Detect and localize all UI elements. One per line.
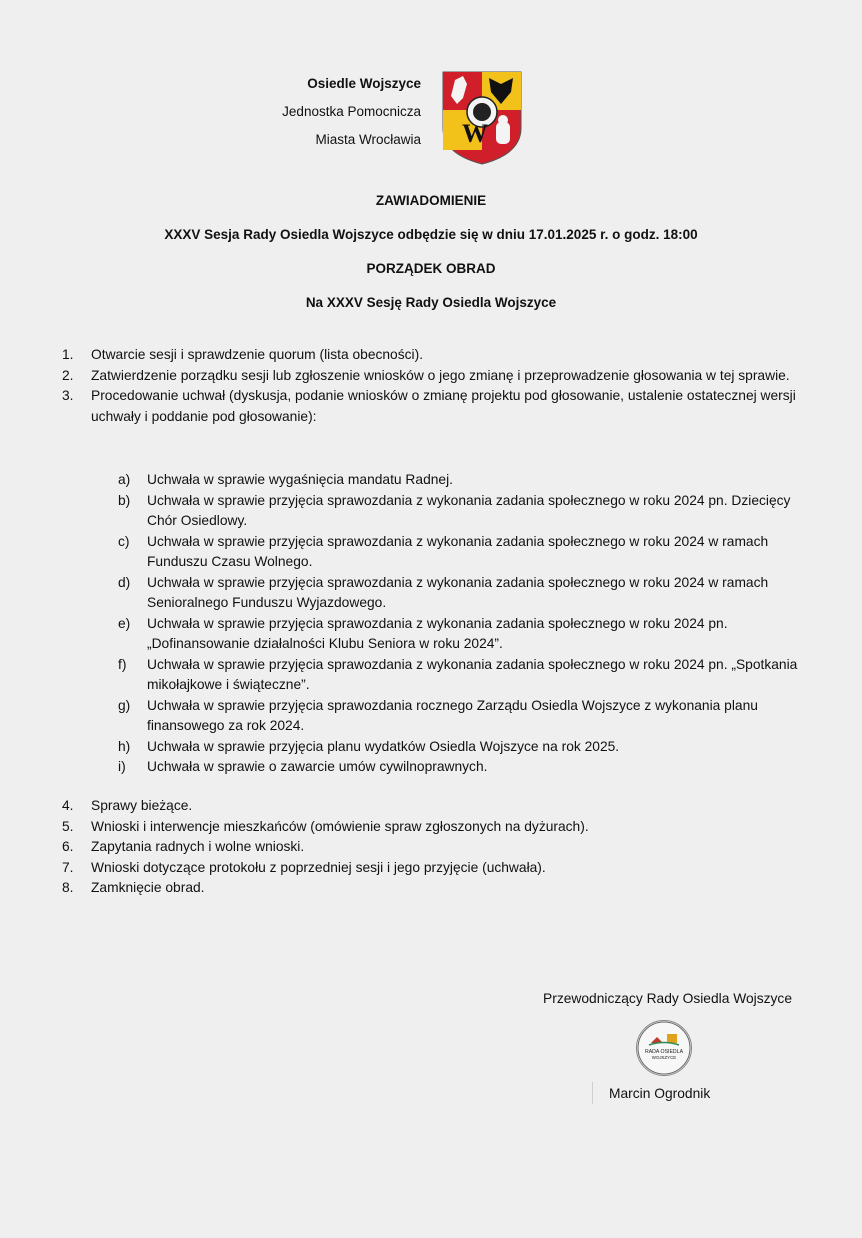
- item-text: Wnioski dotyczące protokołu z poprzedniej sesji i jego przyjęcie (uchwała).: [91, 859, 546, 875]
- item-number: 6.: [62, 839, 74, 854]
- list-item: [118, 614, 808, 655]
- list-item: [62, 386, 802, 427]
- item-text: Wnioski i interwencje mieszkańców (omówienie spraw zgłoszonych na dyżurach).: [91, 818, 589, 834]
- list-item: [118, 655, 808, 696]
- agenda-subtitle: Na XXXV Sesję Rady Osiedla Wojszyce: [305, 295, 557, 310]
- signature-title: Przewodniczący Rady Osiedla Wojszyce: [543, 991, 792, 1006]
- list-item: [118, 532, 808, 573]
- item-text: Procedowanie uchwał (dyskusja, podanie wniosków o zmianę projektu pod głosowanie, ustalenie ostatecznej wersji uchwały i poddanie pod głosowanie):: [91, 388, 796, 424]
- item-letter: a): [118, 472, 131, 487]
- list-item: [118, 470, 808, 491]
- title-block: [0, 190, 862, 326]
- item-number: 8.: [62, 880, 74, 895]
- item-letter: c): [118, 533, 130, 549]
- item-number: 2.: [62, 367, 74, 383]
- item-number: 5.: [62, 818, 74, 834]
- signer-name: Marcin Ogrodnik: [609, 1086, 711, 1101]
- item-text: Uchwała w sprawie o zawarcie umów cywilnoprawnych.: [147, 759, 488, 774]
- org-line-3: Miasta Wrocławia: [315, 132, 421, 147]
- resolutions-list: [118, 470, 808, 778]
- item-text: Uchwała w sprawie przyjęcia sprawozdania z wykonania zadania społecznego w roku 2024 w ramach Senioralnego Funduszu Wyjazdowego.: [147, 574, 769, 610]
- item-text: Zamknięcie obrad.: [91, 880, 205, 895]
- org-line-2: Jednostka Pomocnicza: [282, 104, 421, 119]
- agenda-list-part-1: [62, 345, 802, 427]
- item-letter: f): [118, 656, 127, 672]
- item-text: Uchwała w sprawie przyjęcia sprawozdania rocznego Zarządu Osiedla Wojszyce z wykonania planu finansowego za rok 2024.: [147, 697, 758, 733]
- item-text: Uchwała w sprawie przyjęcia sprawozdania z wykonania zadania społecznego w roku 2024 w ramach Funduszu Czasu Wolnego.: [147, 533, 769, 569]
- list-item: [62, 858, 802, 879]
- notice-title: ZAWIADOMIENIE: [375, 193, 487, 208]
- item-letter: d): [118, 574, 131, 590]
- org-name: Osiedle Wojszyce: [307, 76, 421, 91]
- list-item: [118, 491, 808, 532]
- item-text: Uchwała w sprawie przyjęcia sprawozdania z wykonania zadania społecznego w roku 2024 pn. „Dofinansowanie działalności Klubu Seniora w roku 2024”.: [147, 615, 728, 651]
- item-text: Uchwała w sprawie przyjęcia sprawozdania z wykonania zadania społecznego w roku 2024 pn. Dziecięcy Chór Osiedlowy.: [147, 492, 791, 528]
- item-letter: h): [118, 738, 131, 754]
- item-text: Uchwała w sprawie przyjęcia planu wydatków Osiedla Wojszyce na rok 2025.: [147, 738, 620, 754]
- wroclaw-coat-of-arms-icon: [441, 70, 523, 166]
- agenda-title: PORZĄDEK OBRAD: [366, 261, 496, 276]
- item-letter: i): [118, 759, 126, 774]
- list-item: [62, 817, 802, 838]
- list-item: [62, 796, 802, 817]
- item-number: 4.: [62, 798, 74, 813]
- rada-osiedla-logo-icon: [636, 1020, 692, 1076]
- item-number: 7.: [62, 859, 74, 875]
- list-item: [62, 878, 802, 899]
- list-item: [118, 696, 808, 737]
- list-item: [118, 757, 808, 778]
- item-letter: b): [118, 492, 131, 508]
- item-text: Zapytania radnych i wolne wnioski.: [91, 839, 305, 854]
- signature-line: [592, 1082, 593, 1104]
- item-text: Sprawy bieżące.: [91, 798, 193, 813]
- item-letter: e): [118, 615, 131, 631]
- list-item: [62, 345, 802, 366]
- item-text: Uchwała w sprawie wygaśnięcia mandatu Radnej.: [147, 472, 453, 487]
- item-number: 3.: [62, 388, 74, 403]
- svg-text:RADA OSIEDLA: RADA OSIEDLA: [644, 1049, 684, 1055]
- svg-text:WOJSZYCE: WOJSZYCE: [651, 1055, 677, 1060]
- item-text: Uchwała w sprawie przyjęcia sprawozdania z wykonania zadania społecznego w roku 2024 pn. „Spotkania mikołajkowe i świąteczne”.: [147, 656, 798, 692]
- list-item: [118, 573, 808, 614]
- item-letter: g): [118, 697, 131, 713]
- agenda-list-part-2: [62, 796, 802, 899]
- list-item: [62, 366, 802, 387]
- session-info: XXXV Sesja Rady Osiedla Wojszyce odbędzie się w dniu 17.01.2025 r. o godz. 18:00: [164, 227, 698, 242]
- item-text: Zatwierdzenie porządku sesji lub zgłoszenie wniosków o jego zmianę i przeprowadzenie głosowania w tej sprawie.: [91, 367, 790, 383]
- list-item: [62, 837, 802, 858]
- svg-text:W: W: [462, 119, 488, 148]
- item-text: Otwarcie sesji i sprawdzenie quorum (lista obecności).: [91, 347, 424, 362]
- list-item: [118, 737, 808, 758]
- item-number: 1.: [62, 347, 74, 362]
- header-address: [282, 70, 421, 154]
